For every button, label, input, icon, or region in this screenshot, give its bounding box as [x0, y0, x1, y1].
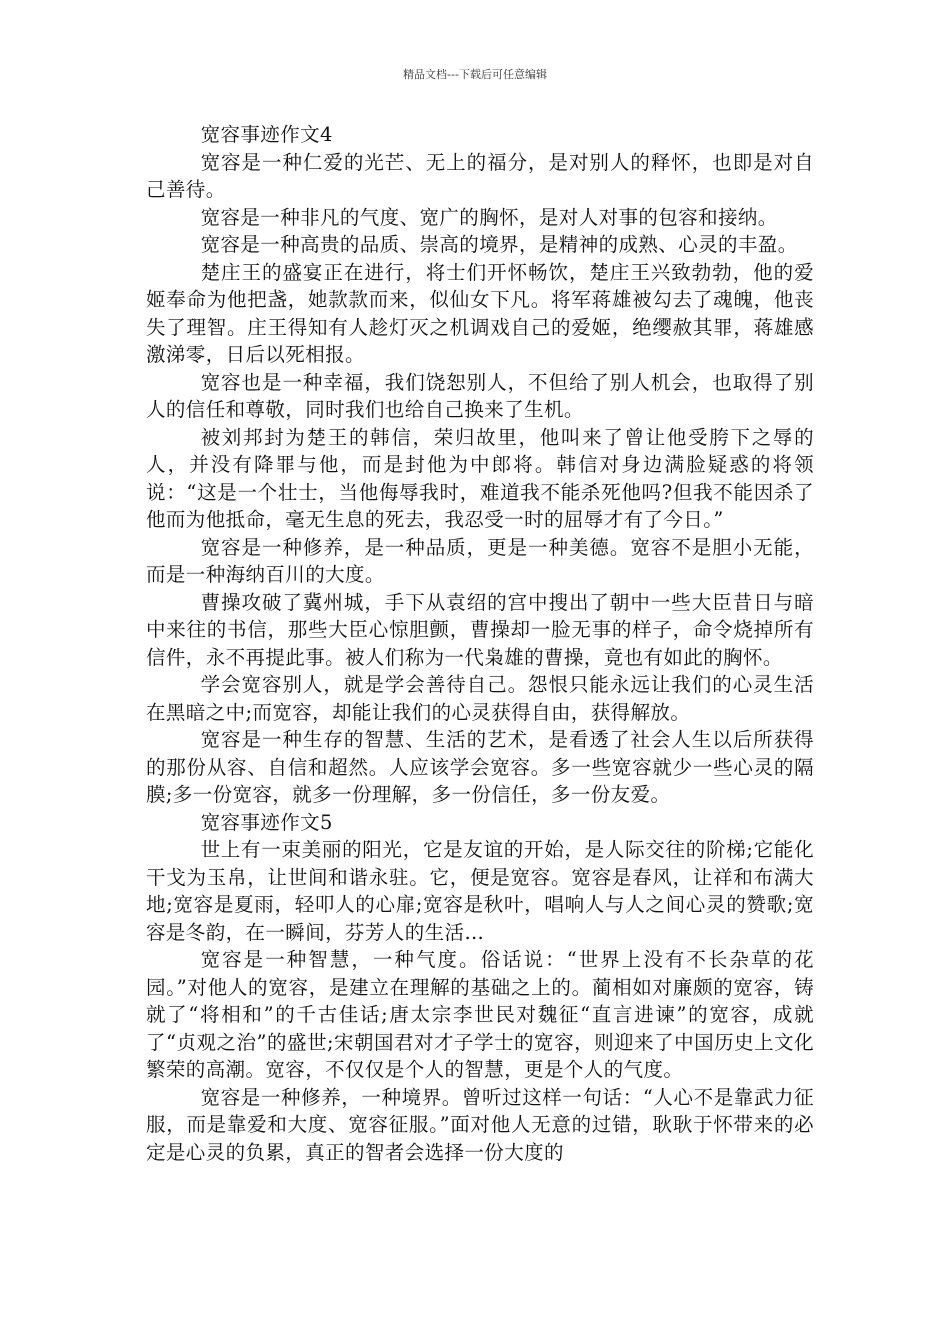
paragraph: 楚庄王的盛宴正在进行，将士们开怀畅饮，楚庄王兴致勃勃，他的爱姬奉命为他把盏，她款款而来，似仙女下凡。将军蒋雄被勾去了魂魄，他丧失了理智。庄王得知有人趁灯灭之机调戏自己的爱姬，绝缨赦其罪，蒋雄感激涕零，日后以死相报。	[146, 260, 814, 366]
section-heading: 宽容事迹作文5	[200, 810, 333, 834]
paragraph: 世上有一束美丽的阳光，它是友谊的开始，是人际交往的阶梯;它能化干戈为玉帛，让世间和谐永驻。它，便是宽容。宽容是春风，让祥和布满大地;宽容是夏雨，轻叩人的心扉;宽容是秋叶，唱响人与人之间心灵的赞歌;宽容是冬韵，在一瞬间，芬芳人的生活…	[146, 838, 814, 944]
paragraph: 宽容是一种生存的智慧、生活的艺术，是看透了社会人生以后所获得的那份从容、自信和超然。人应该学会宽容。多一些宽容就少一些心灵的隔膜;多一份宽容，就多一份理解，多一份信任，多一份友爱。	[146, 728, 814, 806]
paragraph: 宽容也是一种幸福，我们饶恕别人，不但给了别人机会，也取得了别人的信任和尊敬，同时我们也给自己换来了生机。	[146, 370, 814, 421]
document-body	[146, 121, 814, 1166]
paragraph: 曹操攻破了冀州城，手下从袁绍的宫中搜出了朝中一些大臣昔日与暗中来往的书信，那些大臣心惊胆颤，曹操却一脸无事的样子，命令烧掉所有信件，永不再提此事。被人们称为一代枭雄的曹操，竟也有如此的胸怀。	[146, 590, 814, 669]
paragraph: 宽容是一种修养，一种境界。曾听过这样一句话：“人心不是靠武力征服，而是靠爱和大度、宽容征服。”面对他人无意的过错，耿耿于怀带来的必定是心灵的负累，真正的智者会选择一份大度的	[146, 1085, 814, 1164]
paragraph: 宽容是一种非凡的气度、宽广的胸怀，是对人对事的包容和接纳。	[200, 205, 778, 229]
paragraph: 宽容是一种仁爱的光芒、无上的福分，是对别人的释怀，也即是对自己善待。	[146, 150, 814, 201]
section-heading: 宽容事迹作文4	[200, 123, 333, 146]
paragraph: 宽容是一种修养，是一种品质，更是一种美德。宽容不是胆小无能，而是一种海纳百川的大度。	[146, 535, 814, 586]
page-header: 精品文档---下载后可任意编辑	[403, 68, 547, 81]
paragraph: 宽容是一种智慧，一种气度。俗话说：“世界上没有不长杂草的花园。”对他人的宽容，是建立在理解的基础之上的。蔺相如对廉颇的宽容，铸就了“将相和”的千古佳话;唐太宗李世民对魏征“直言进谏”的宽容，成就了“贞观之治”的盛世;宋朝国君对才子学士的宽容，则迎来了中国历史上文化繁荣的高潮。宽容，不仅仅是个人的智慧，更是个人的气度。	[146, 948, 814, 1081]
paragraph: 宽容是一种高贵的品质、崇高的境界，是精神的成熟、心灵的丰盈。	[200, 233, 798, 256]
paragraph: 学会宽容别人，就是学会善待自己。怨恨只能永远让我们的心灵生活在黑暗之中;而宽容，却能让我们的心灵获得自由，获得解放。	[146, 673, 814, 724]
paragraph: 被刘邦封为楚王的韩信，荣归故里，他叫来了曾让他受胯下之辱的人，并没有降罪与他，而是封他为中郎将。韩信对身边满脸疑惑的将领说：“这是一个壮士，当他侮辱我时，难道我不能杀死他吗?但我不能因杀了他而为他抵命，毫无生息的死去，我忍受一时的屈辱才有了今日。”	[146, 425, 814, 531]
